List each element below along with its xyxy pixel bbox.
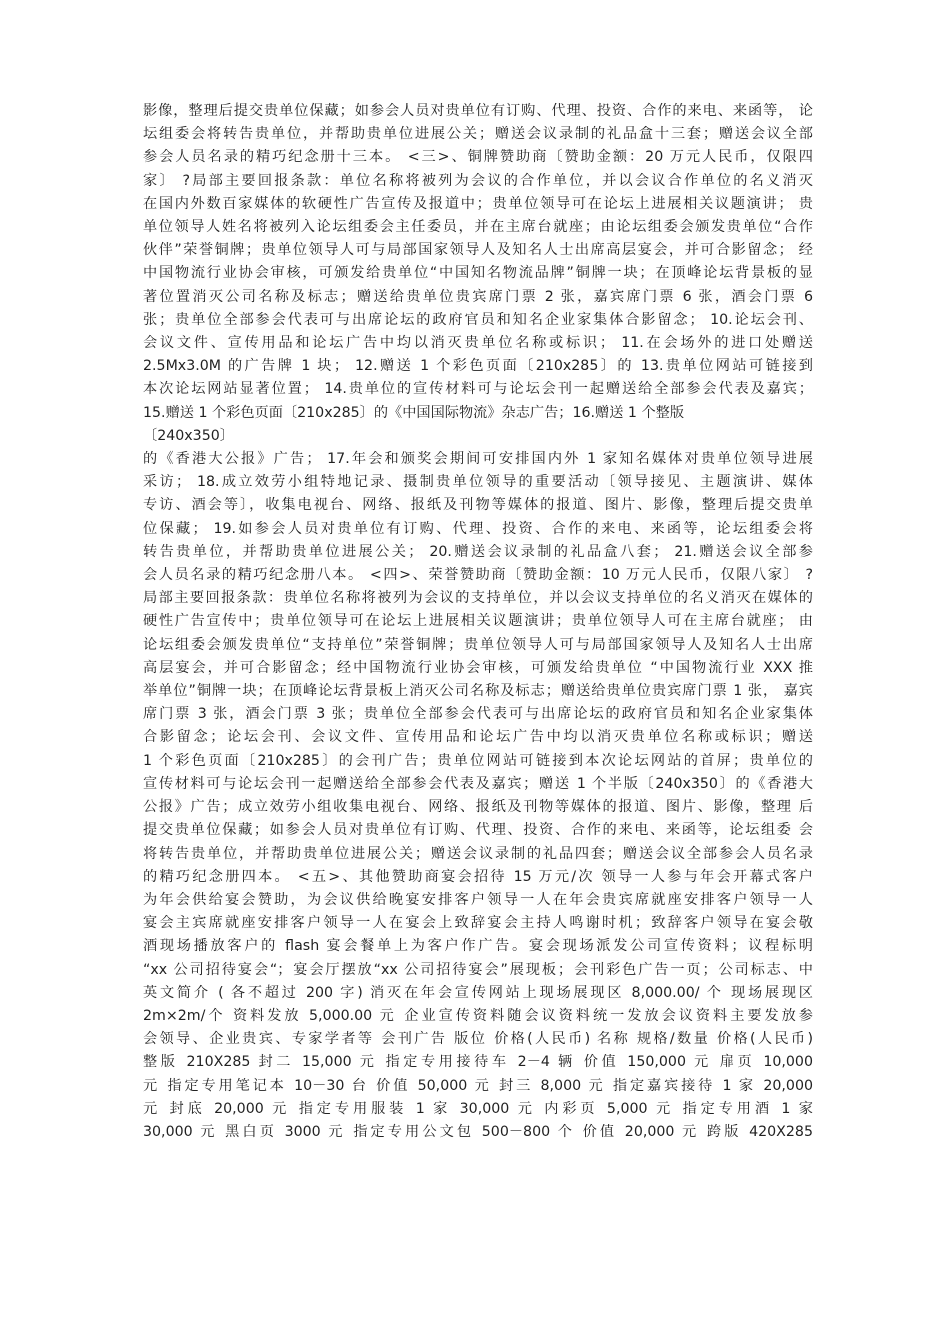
paragraph-line: 2m×2m/个 资料发放 5,000.00 元 企业宣传资料随会议资料统一发放会议资料主要发放参 bbox=[143, 1007, 813, 1024]
paragraph-line: 硬性广告宣传中；贵单位领导可在论坛上进展相关议题演讲；贵单位领导人可在主席台就座； 由 bbox=[143, 613, 813, 630]
paragraph-line: 中国物流行业协会审核，可颁发给贵单位“中国知名物流品牌”铜牌一块；在顶峰论坛背景板的显 bbox=[143, 265, 813, 282]
paragraph-line: 张；贵单位全部参会代表可与出席论坛的政府官员和知名企业家集体合影留念； 10.论坛会刊、 bbox=[143, 311, 813, 328]
paragraph-line: 会议文件、宣传用品和论坛广告中均以消灭贵单位名称或标识； 11.在会场外的进口处赠送 bbox=[143, 335, 813, 352]
paragraph-line: 位保藏； 19.如参会人员对贵单位有订购、代理、投资、合作的来电、来函等，论坛组委会将 bbox=[143, 520, 813, 537]
paragraph-line: 影像，整理后提交贵单位保藏；如参会人员对贵单位有订购、代理、投资、合作的来电、来函等， 论 bbox=[143, 103, 813, 119]
paragraph-line: 提交贵单位保藏；如参会人员对贵单位有订购、代理、投资、合作的来电、来函等，论坛组委 会 bbox=[143, 822, 813, 839]
paragraph-line: 将转告贵单位，并帮助贵单位进展公关；赠送会议录制的礼品四套；赠送会议全部参会人员名录 bbox=[143, 845, 813, 862]
paragraph-line: 家〕 ?局部主要回报条款：单位名称将被列为会议的合作单位，并以会议合作单位的名义消灭 bbox=[143, 172, 813, 189]
paragraph-line: 著位置消灭公司名称及标志；赠送给贵单位贵宾席门票 2 张，嘉宾席门票 6 张，酒会门票 6 bbox=[143, 288, 813, 305]
paragraph-line: 元 指定专用笔记本 10－30 台 价值 50,000 元 封三 8,000 元 指定嘉宾接待 1 家 20,000 bbox=[143, 1077, 813, 1094]
paragraph-line: 伙伴”荣誉铜牌；贵单位领导人可与局部国家领导人及知名人士出席高层宴会，并可合影留念； 经 bbox=[143, 242, 813, 259]
paragraph-line: 英文简介 ( 各不超过 200 字) 消灭在年会宣传网站上现场展现区 8,000.00/ 个 现场展现区 bbox=[143, 984, 813, 1001]
paragraph-line: 2.5Mx3.0M 的广告牌 1 块； 12.赠送 1 个彩色页面〔210x285〕的 13.贵单位网站可链接到 bbox=[143, 358, 813, 375]
paragraph-line: 专访、酒会等〕，收集电视台、网络、报纸及刊物等媒体的报道、图片、影像，整理后提交贵单 bbox=[143, 497, 813, 514]
paragraph-line: 坛组委会将转告贵单位，并帮助贵单位进展公关；赠送会议录制的礼品盒十三套；赠送会议全部 bbox=[143, 126, 813, 143]
paragraph-line: 的精巧纪念册四本。 <五>、其他赞助商宴会招待 15 万元/次 领导一人参与年会开幕式客户 bbox=[143, 868, 813, 885]
paragraph-line: 在国内外数百家媒体的软硬性广告宣传及报道中；贵单位领导可在论坛上进展相关议题演讲； 贵 bbox=[143, 195, 813, 212]
paragraph-line: 单位领导人姓名将被列入论坛组委会主任委员，并在主席台就座；由论坛组委会颁发贵单位“合作 bbox=[143, 219, 813, 236]
paragraph-line: 采访； 18.成立效劳小组特地记录、摄制贵单位领导的重要活动〔领导接见、主题演讲、媒体 bbox=[143, 474, 813, 491]
paragraph-line: 为年会供给宴会赞助，为会议供给晚宴安排客户领导一人在年会贵宾席就座安排客户领导一人 bbox=[143, 891, 813, 908]
paragraph-line: 1 个彩色页面〔210x285〕的会刊广告；贵单位网站可链接到本次论坛网站的首屏；贵单位的 bbox=[143, 752, 813, 769]
paragraph-line: 会领导、企业贵宾、专家学者等 会刊广告 版位 价格(人民币) 名称 规格/数量 价格(人民币) bbox=[143, 1031, 813, 1048]
paragraph-line: “xx 公司招待宴会“；宴会厅摆放“xx 公司招待宴会”展现板；会刊彩色广告一页；公司标志、中 bbox=[143, 961, 813, 978]
paragraph-line: 论坛组委会颁发贵单位“支持单位”荣誉铜牌；贵单位领导人可与局部国家领导人及知名人士出席 bbox=[143, 636, 813, 653]
paragraph-line: 宴会主宾席就座安排客户领导一人在宴会上致辞宴会主持人鸣谢时机；致辞客户领导在宴会敬 bbox=[143, 915, 813, 932]
paragraph-line: 酒现场播放客户的 flash 宴会餐单上为客户作广告。宴会现场派发公司宣传资料；议程标明 bbox=[143, 938, 813, 955]
paragraph-line: 会人员名录的精巧纪念册八本。 <四>、荣誉赞助商〔赞助金额：10 万元人民币，仅限八家〕 ? bbox=[143, 567, 813, 584]
paragraph-line: 举单位”铜牌一块；在顶峰论坛背景板上消灭公司名称及标志；赠送给贵单位贵宾席门票 1 张， 嘉宾 bbox=[143, 683, 813, 700]
paragraph-line: 的《香港大公报》广告； 17.年会和颁奖会期间可安排国内外 1 家知名媒体对贵单位领导进展 bbox=[143, 451, 813, 468]
paragraph-line: 30,000 元 黑白页 3000 元 指定专用公文包 500－800 个 价值 20,000 元 跨版 420X285 bbox=[143, 1123, 813, 1140]
paragraph-line: 高层宴会，并可合影留念；经中国物流行业协会审核，可颁发给贵单位 “中国物流行业 XXX 推 bbox=[143, 659, 813, 676]
paragraph-line: 席门票 3 张，酒会门票 3 张；贵单位全部参会代表可与出席论坛的政府官员和知名企业家集体 bbox=[143, 706, 813, 723]
paragraph-line: 局部主要回报条款：贵单位名称将被列为会议的支持单位，并以会议支持单位的名义消灭在媒体的 bbox=[143, 590, 813, 607]
paragraph-line: 〔240x350〕 bbox=[143, 427, 234, 444]
paragraph-line: 转告贵单位，并帮助贵单位进展公关； 20.赠送会议录制的礼品盒八套； 21.赠送会议全部参 bbox=[143, 543, 813, 560]
paragraph-line: 15.赠送 1 个彩色页面〔210x285〕的《中国国际物流》杂志广告；16.赠送 1 个整版 bbox=[143, 404, 685, 421]
paragraph-line: 元 封底 20,000 元 指定专用服装 1 家 30,000 元 内彩页 5,000 元 指定专用酒 1 家 bbox=[143, 1100, 813, 1117]
paragraph-line: 公报》广告；成立效劳小组收集电视台、网络、报纸及刊物等媒体的报道、图片、影像，整理 后 bbox=[143, 799, 813, 816]
paragraph-line: 整版 210X285 封二 15,000 元 指定专用接待车 2－4 辆 价值 150,000 元 扉页 10,000 bbox=[143, 1054, 813, 1071]
paragraph-line: 本次论坛网站显著位置； 14.贵单位的宣传材料可与论坛会刊一起赠送给全部参会代表及嘉宾； bbox=[143, 381, 813, 398]
paragraph-line: 参会人员名录的精巧纪念册十三本。 <三>、铜牌赞助商〔赞助金额：20 万元人民币，仅限四 bbox=[143, 149, 813, 166]
document-body bbox=[143, 100, 813, 1144]
paragraph-line: 宣传材料可与论坛会刊一起赠送给全部参会代表及嘉宾；赠送 1 个半版〔240x350〕的《香港大 bbox=[143, 775, 813, 792]
paragraph-line: 合影留念；论坛会刊、会议文件、宣传用品和论坛广告中均以消灭贵单位名称或标识；赠送 bbox=[143, 729, 813, 746]
